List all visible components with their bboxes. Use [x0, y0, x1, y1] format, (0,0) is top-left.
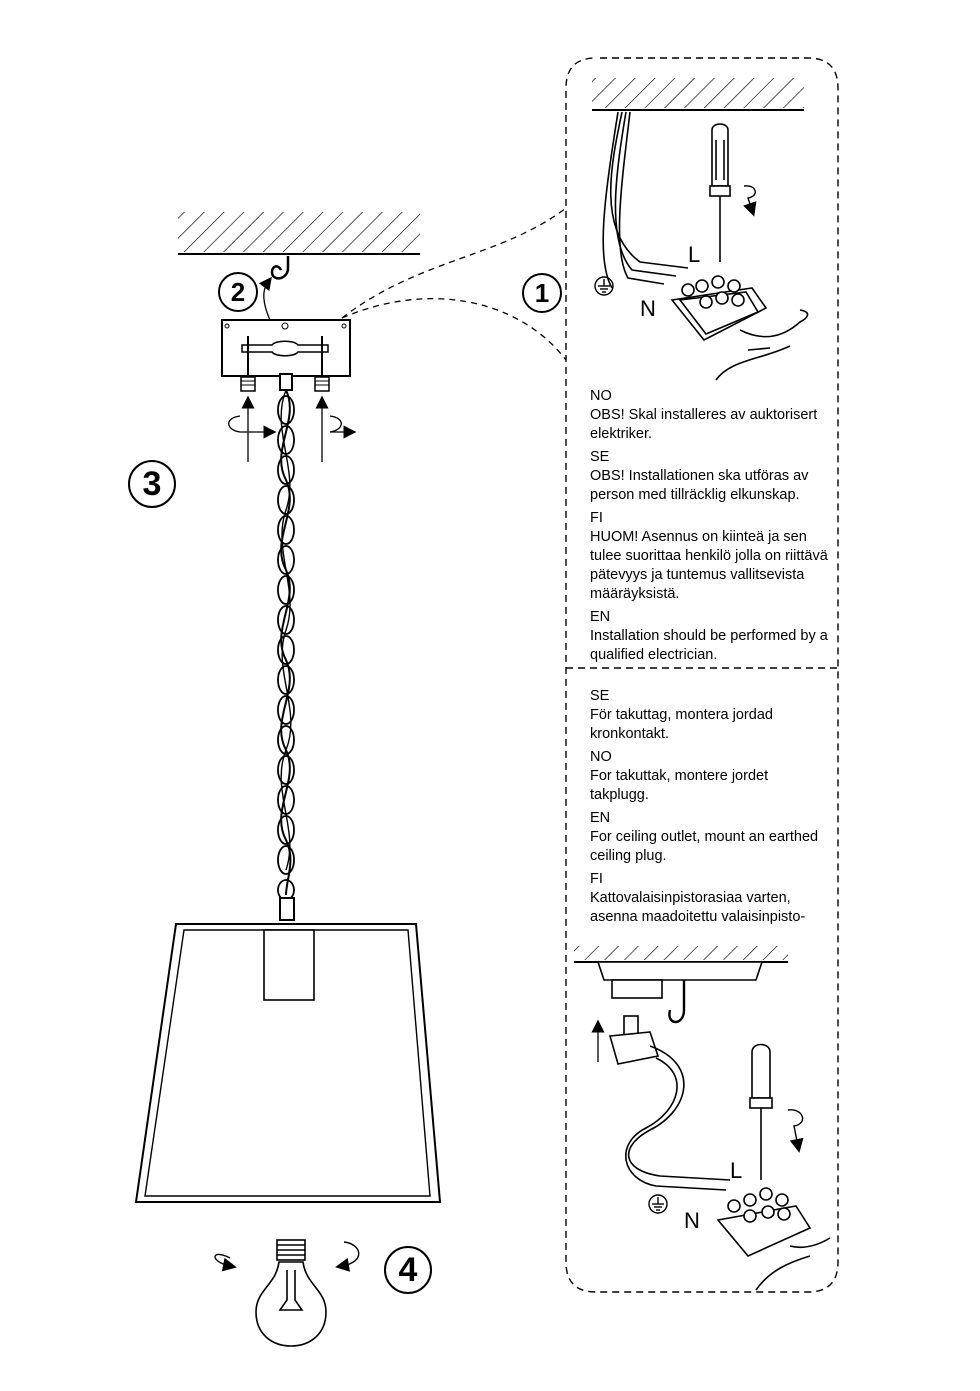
plug-code: SE — [590, 688, 610, 704]
ceiling-plug — [610, 1016, 658, 1064]
plug-code: FI — [590, 871, 603, 887]
screwdriver-2 — [750, 1045, 772, 1181]
chain-and-cable — [278, 374, 294, 920]
live-label-2: L — [730, 1158, 743, 1183]
warning-text: OBS! Installationen ska utföras av person med tillräcklig elkunskap. — [590, 468, 809, 503]
live-label-1: L — [688, 242, 701, 267]
plug-code: NO — [590, 749, 612, 765]
terminal-block-2 — [718, 1188, 830, 1290]
warning-code: FI — [590, 510, 603, 526]
lamp-shade — [136, 924, 440, 1202]
terminal-block-1 — [672, 276, 808, 380]
screwdriver-turn-icon — [744, 186, 755, 210]
plug-code: EN — [590, 810, 611, 826]
step-4-badge: 4 — [384, 1246, 432, 1294]
ceiling-hook — [272, 256, 288, 278]
main-ceiling — [178, 212, 420, 254]
screwdriver-1 — [710, 124, 730, 262]
neutral-label-1: N — [640, 296, 656, 321]
plug-text: For takuttak, montere jordet takplugg. — [590, 768, 769, 803]
warning-code: SE — [590, 449, 610, 465]
warning-text: OBS! Skal installeres av auktorisert elektriker. — [590, 407, 818, 442]
warning-text: HUOM! Asennus on kiinteä ja sen tulee suorittaa henkilö jolla on riittävä pätevyys ja tuntemus vallitsevista määräyksistä. — [590, 529, 828, 602]
bulb — [256, 1240, 326, 1346]
plug-text: Kattovalaisinpistorasiaa varten, asenna maadoitettu valaisinpisto- — [590, 890, 806, 925]
plug-cable — [626, 1046, 730, 1190]
warning-code: NO — [590, 388, 612, 404]
neutral-label-2: N — [684, 1208, 700, 1233]
warning-code: EN — [590, 609, 611, 625]
callout-panel-border — [566, 58, 838, 1292]
earth-symbol-2 — [649, 1195, 667, 1213]
step-2-badge: 2 — [218, 272, 258, 312]
warning-text-block — [590, 383, 828, 665]
plug-text: For ceiling outlet, mount an earthed ceiling plug. — [590, 829, 819, 864]
step-1-badge: 1 — [522, 273, 562, 313]
hook-lift-arrow — [264, 282, 270, 320]
plug-ceiling — [574, 946, 788, 998]
screwdriver-turn-icon-2 — [788, 1110, 803, 1146]
wiring-ceiling — [592, 78, 804, 110]
ceiling-plug-text-block — [590, 683, 828, 927]
plug-text: För takuttag, montera jordad kronkontakt. — [590, 707, 773, 742]
step-3-badge: 3 — [128, 460, 176, 508]
plug-ceiling-hook — [669, 980, 684, 1022]
warning-text: Installation should be performed by a qualified electrician. — [590, 628, 828, 663]
mains-wires — [603, 112, 688, 288]
